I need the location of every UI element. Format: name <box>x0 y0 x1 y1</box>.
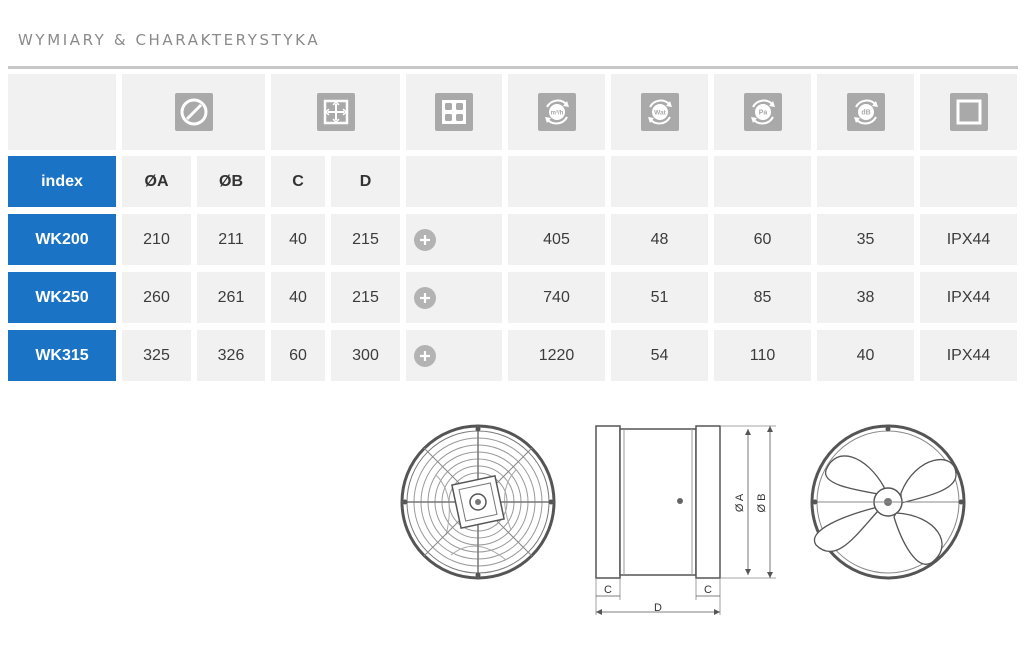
cell-flow: 405 <box>508 214 605 265</box>
cell-power: 48 <box>611 214 708 265</box>
dim-label-b: Ø B <box>756 493 768 513</box>
section-title: WYMIARY & CHARAKTERYSTYKA <box>18 31 321 49</box>
cell-power: 51 <box>611 272 708 323</box>
header-empty-cell <box>611 156 708 207</box>
row-index: WK315 <box>8 330 116 381</box>
cell-noise: 40 <box>817 330 914 381</box>
expand-cell <box>406 272 502 323</box>
pressure-icon-text: Pa <box>758 109 767 117</box>
expand-plus-icon[interactable] <box>414 229 436 251</box>
cell-ip: IPX44 <box>920 272 1017 323</box>
cell-d: 215 <box>331 214 400 265</box>
col-header-a: ØA <box>122 156 191 207</box>
diameter-icon <box>175 93 213 131</box>
cell-noise: 38 <box>817 272 914 323</box>
side-view <box>596 426 776 615</box>
row-index: WK200 <box>8 214 116 265</box>
expand-plus-icon[interactable] <box>414 345 436 367</box>
header-diameter-cell <box>122 74 265 150</box>
dim-label-c-right: C <box>704 584 712 596</box>
header-power-cell <box>611 74 708 150</box>
cell-b: 261 <box>197 272 265 323</box>
index-header: index <box>8 156 116 207</box>
expand-cell <box>406 214 502 265</box>
header-protection-cell <box>920 74 1017 150</box>
cell-a: 325 <box>122 330 191 381</box>
protection-square-icon <box>950 93 988 131</box>
col-header-d: D <box>331 156 400 207</box>
header-square-cell <box>271 74 400 150</box>
cell-pressure: 110 <box>714 330 811 381</box>
dim-label-c-left: C <box>604 584 612 596</box>
technical-drawing <box>396 415 980 620</box>
row-index: WK250 <box>8 272 116 323</box>
cell-a: 210 <box>122 214 191 265</box>
cell-d: 215 <box>331 272 400 323</box>
cell-flow: 740 <box>508 272 605 323</box>
header-noise-cell <box>817 74 914 150</box>
header-empty-cell <box>714 156 811 207</box>
cell-d: 300 <box>331 330 400 381</box>
cell-pressure: 85 <box>714 272 811 323</box>
col-header-b: ØB <box>197 156 265 207</box>
col-header-c: C <box>271 156 325 207</box>
header-empty-cell <box>817 156 914 207</box>
back-view-blades <box>812 426 964 578</box>
cell-pressure: 60 <box>714 214 811 265</box>
header-empty-cell <box>406 156 502 207</box>
airflow-m3h-icon <box>538 93 576 131</box>
cell-c: 60 <box>271 330 325 381</box>
header-airflow-cell <box>508 74 605 150</box>
cell-c: 40 <box>271 272 325 323</box>
pressure-pa-icon <box>744 93 782 131</box>
power-icon-text: Wat <box>653 109 666 117</box>
cell-a: 260 <box>122 272 191 323</box>
noise-db-icon <box>847 93 885 131</box>
front-view-grille <box>402 426 554 578</box>
power-wat-icon <box>641 93 679 131</box>
airflow-icon-text: m³/h <box>550 110 563 117</box>
dim-label-d: D <box>654 602 662 614</box>
header-blank-cell <box>8 74 116 150</box>
square-grid-icon <box>317 93 355 131</box>
header-empty-cell <box>508 156 605 207</box>
cell-noise: 35 <box>817 214 914 265</box>
header-holes-cell <box>406 74 502 150</box>
four-holes-icon <box>435 93 473 131</box>
header-empty-cell <box>920 156 1017 207</box>
cell-b: 326 <box>197 330 265 381</box>
title-divider <box>8 66 1018 69</box>
cell-c: 40 <box>271 214 325 265</box>
cell-ip: IPX44 <box>920 214 1017 265</box>
cell-flow: 1220 <box>508 330 605 381</box>
cell-b: 211 <box>197 214 265 265</box>
noise-icon-text: dB <box>860 109 871 117</box>
header-pressure-cell <box>714 74 811 150</box>
expand-plus-icon[interactable] <box>414 287 436 309</box>
dim-label-a: Ø A <box>734 493 746 513</box>
cell-ip: IPX44 <box>920 330 1017 381</box>
expand-cell <box>406 330 502 381</box>
cell-power: 54 <box>611 330 708 381</box>
